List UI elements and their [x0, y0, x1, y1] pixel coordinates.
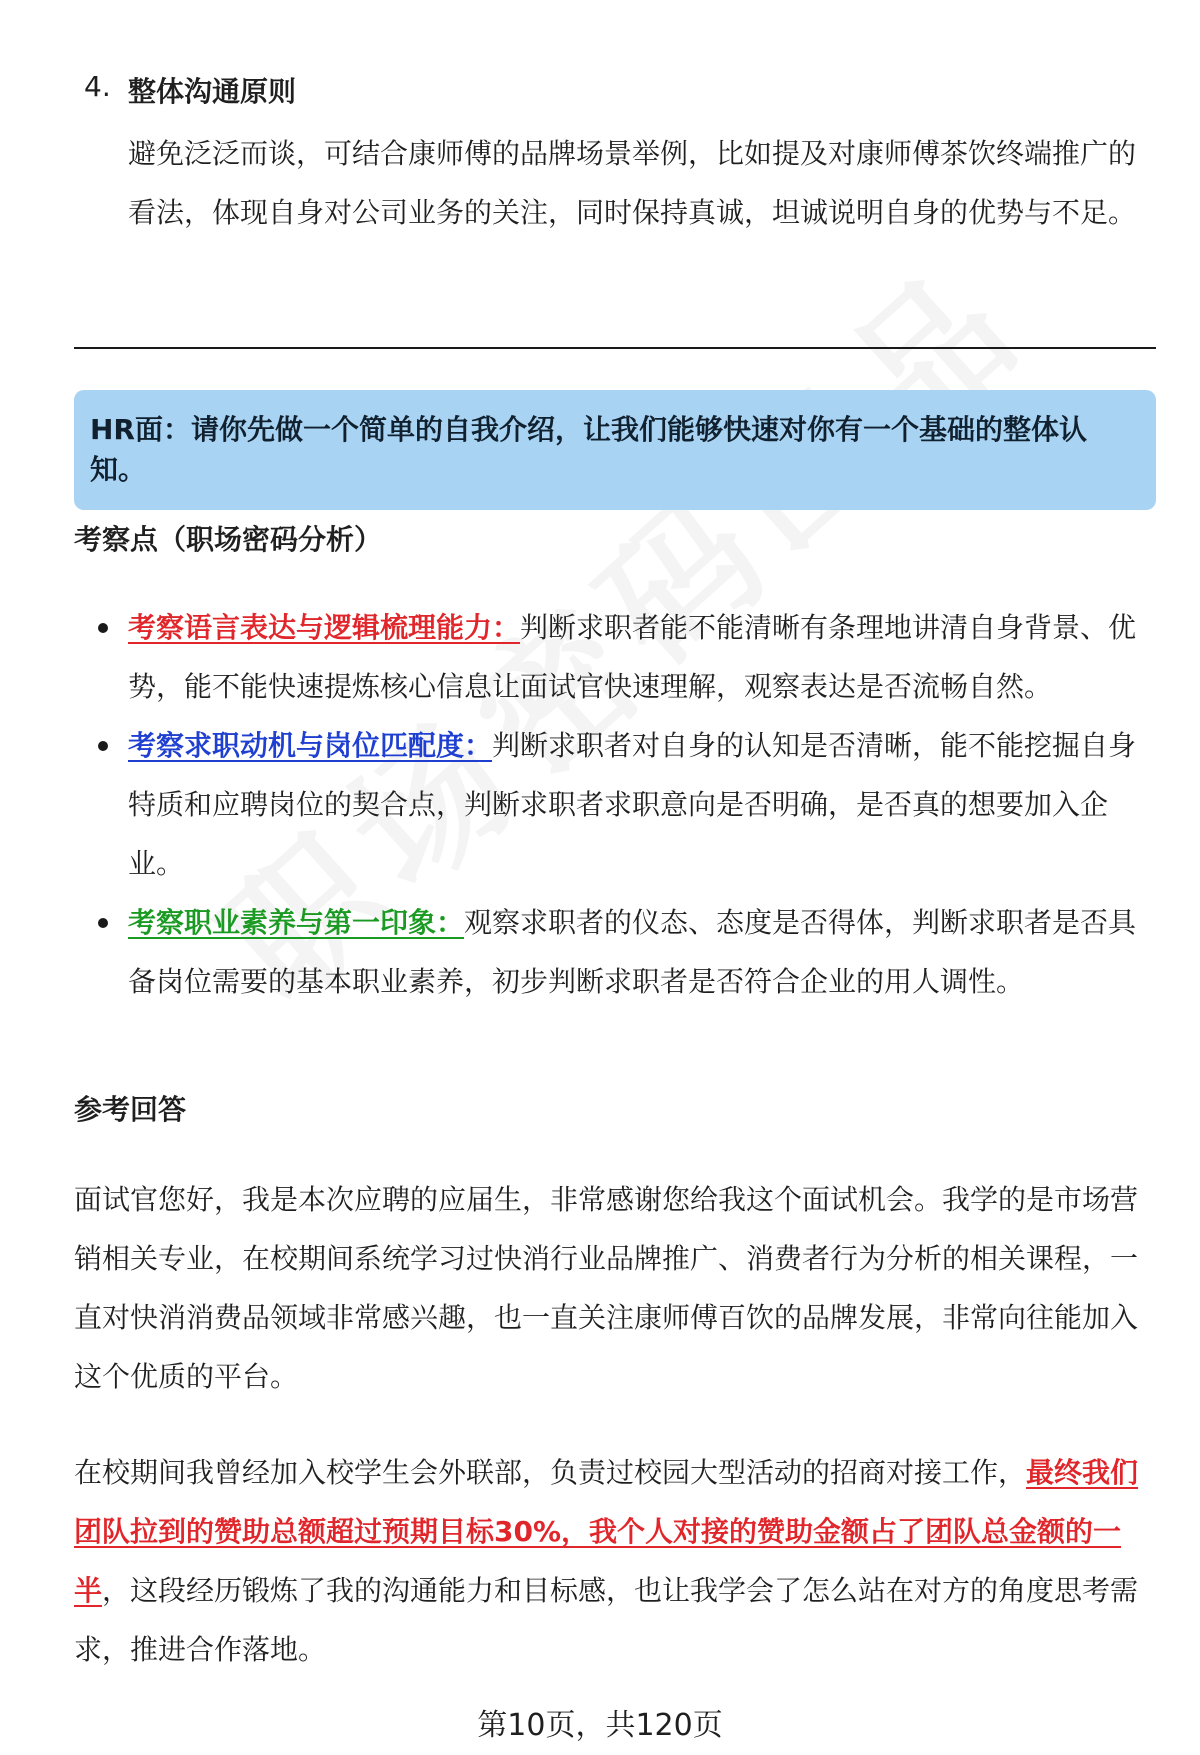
answer-paragraph-1: 面试官您好，我是本次应聘的应届生，非常感谢您给我这个面试机会。我学的是市场营销相关专业，在校期间系统学习过快消行业品牌推广、消费者行为分析的相关课程，一直对快消消费品领域非常感兴趣，也一直关注康师傅百饮的品牌发展，非常向往能加入这个优质的平台。	[74, 1183, 1139, 1393]
point-keyword: 考察语言表达与逻辑梳理能力：	[128, 611, 521, 644]
highlighted-achievement: 最终我们团队拉到的赞助总额超过预期目标30%，我个人对接的赞助金额占了团队总金额的一半	[74, 1456, 1139, 1607]
item-title: 整体沟通原则	[128, 75, 297, 108]
assessment-heading: 考察点（职场密码分析）	[74, 523, 383, 556]
point-keyword: 考察职业素养与第一印象：	[128, 906, 465, 939]
point-text: 判断求职者能不能清晰有条理地讲清自身背景、优势，能不能快速提炼核心信息让面试官快速理解，观察表达是否流畅自然。	[128, 611, 1137, 703]
para-text: 在校期间我曾经加入校学生会外联部，负责过校园大型活动的招商对接工作，	[74, 1456, 1027, 1489]
item-number: 4.	[84, 70, 111, 103]
assessment-points	[74, 598, 1156, 1011]
page-footer: 第10页，共120页	[477, 1708, 723, 1743]
assessment-point	[74, 716, 1156, 893]
section-divider	[74, 347, 1156, 349]
assessment-point	[74, 893, 1156, 1011]
point-text: 判断求职者对自身的认知是否清晰，能不能挖掘自身特质和应聘岗位的契合点，判断求职者求职意向是否明确，是否真的想要加入企业。	[128, 729, 1137, 880]
bullet-icon	[98, 623, 108, 633]
question-callout: HR面：请你先做一个简单的自我介绍，让我们能够快速对你有一个基础的整体认知。	[74, 390, 1156, 510]
item-body: 避免泛泛而谈，可结合康师傅的品牌场景举例，比如提及对康师傅茶饮终端推广的看法，体现自身对公司业务的关注，同时保持真诚，坦诚说明自身的优势与不足。	[128, 137, 1137, 229]
point-keyword: 考察求职动机与岗位匹配度：	[128, 729, 493, 762]
assessment-point	[74, 598, 1156, 716]
bullet-icon	[98, 918, 108, 928]
bullet-icon	[98, 741, 108, 751]
para-text: ，这段经历锻炼了我的沟通能力和目标感，也让我学会了怎么站在对方的角度思考需求，推进合作落地。	[74, 1574, 1139, 1666]
point-text: 观察求职者的仪态、态度是否得体，判断求职者是否具备岗位需要的基本职业素养，初步判断求职者是否符合企业的用人调性。	[128, 906, 1137, 998]
answer-paragraph-2	[74, 1443, 1156, 1679]
answer-heading: 参考回答	[74, 1093, 187, 1126]
